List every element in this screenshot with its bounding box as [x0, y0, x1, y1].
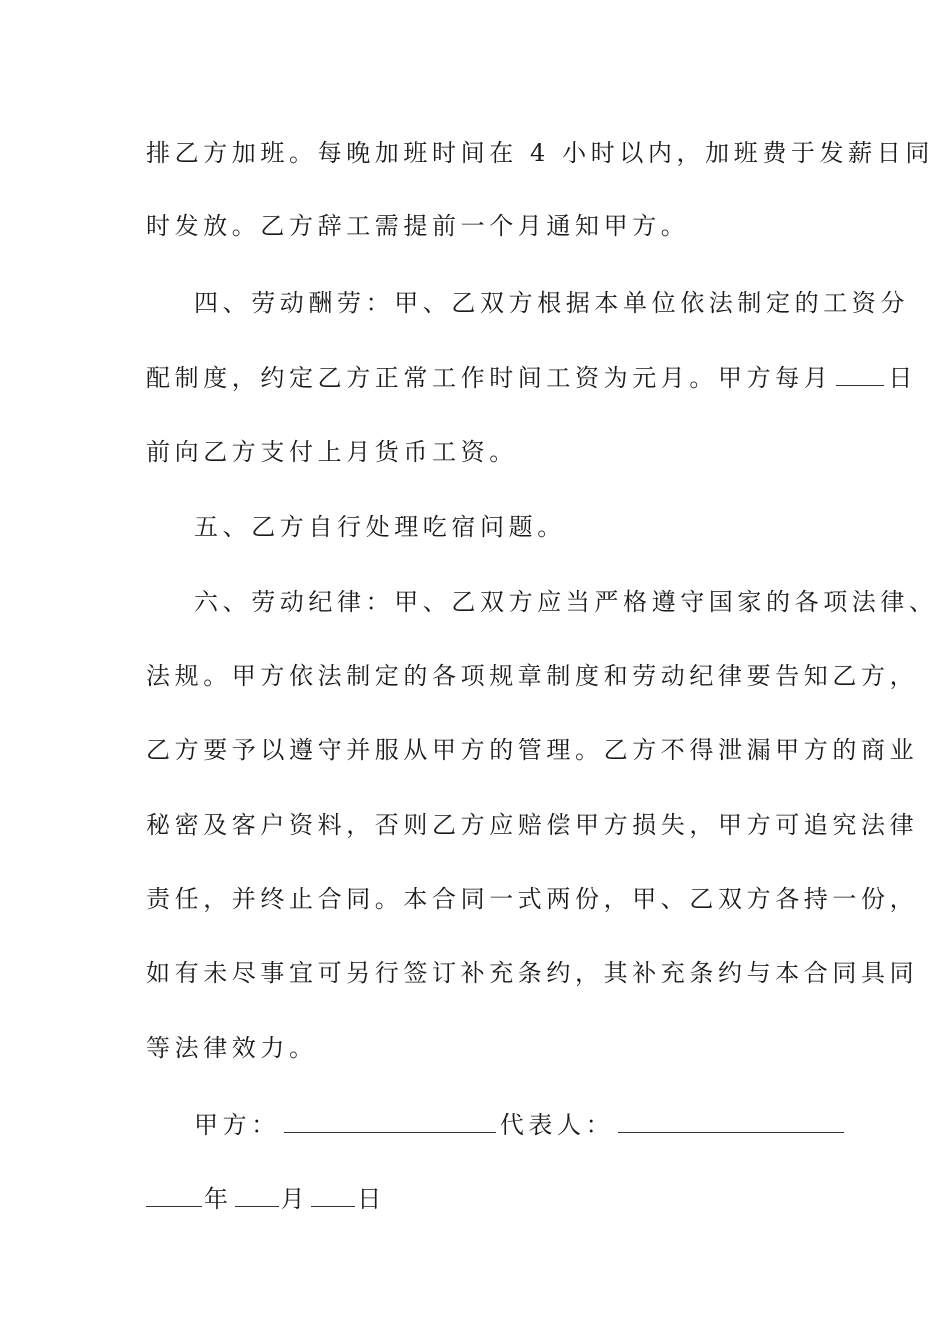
text-line: 秘密及客户资料，否则乙方应赔偿甲方损失，甲方可追究法律	[146, 811, 919, 839]
text-line: 前向乙方支付上月货币工资。	[146, 438, 518, 466]
representative-blank	[618, 1110, 844, 1133]
text-line: 责任，并终止合同。本合同一式两份，甲、乙双方各持一份，	[146, 885, 919, 913]
year-label: 年	[204, 1185, 233, 1213]
section-six-heading-line: 六、劳动纪律：甲、乙双方应当严格遵守国家的各项法律、	[194, 588, 938, 616]
section-five-line: 五、乙方自行处理吃宿问题。	[194, 513, 566, 541]
pay-day-blank	[836, 363, 884, 386]
day-label: 日	[357, 1185, 386, 1213]
signature-line	[194, 1110, 854, 1140]
text-line: 法规。甲方依法制定的各项规章制度和劳动纪律要告知乙方，	[146, 662, 919, 690]
day-blank	[311, 1184, 355, 1207]
party-a-blank	[284, 1110, 496, 1133]
text-segment: 日	[888, 364, 918, 392]
text-line: 时发放。乙方辞工需提前一个月通知甲方。	[146, 212, 690, 240]
text-line-with-blank	[146, 363, 918, 393]
section-four-heading-line: 四、劳动酬劳：甲、乙双方根据本单位依法制定的工资分	[194, 289, 909, 317]
party-a-label: 甲方：	[194, 1111, 280, 1139]
month-label: 月	[280, 1185, 310, 1213]
text-line: 乙方要予以遵守并服从甲方的管理。乙方不得泄漏甲方的商业	[146, 736, 919, 764]
text-line: 等法律效力。	[146, 1034, 318, 1062]
representative-label: 代表人：	[499, 1111, 615, 1139]
date-line	[146, 1184, 836, 1214]
text-line: 排乙方加班。每晚加班时间在 4 小时以内，加班费于发薪日同	[146, 139, 934, 167]
text-segment: 配制度，约定乙方正常工作时间工资为元月。甲方每月	[146, 364, 833, 392]
text-line: 如有未尽事宜可另行签订补充条约，其补充条约与本合同具同	[146, 959, 919, 987]
month-blank	[235, 1184, 279, 1207]
year-blank	[146, 1184, 202, 1207]
